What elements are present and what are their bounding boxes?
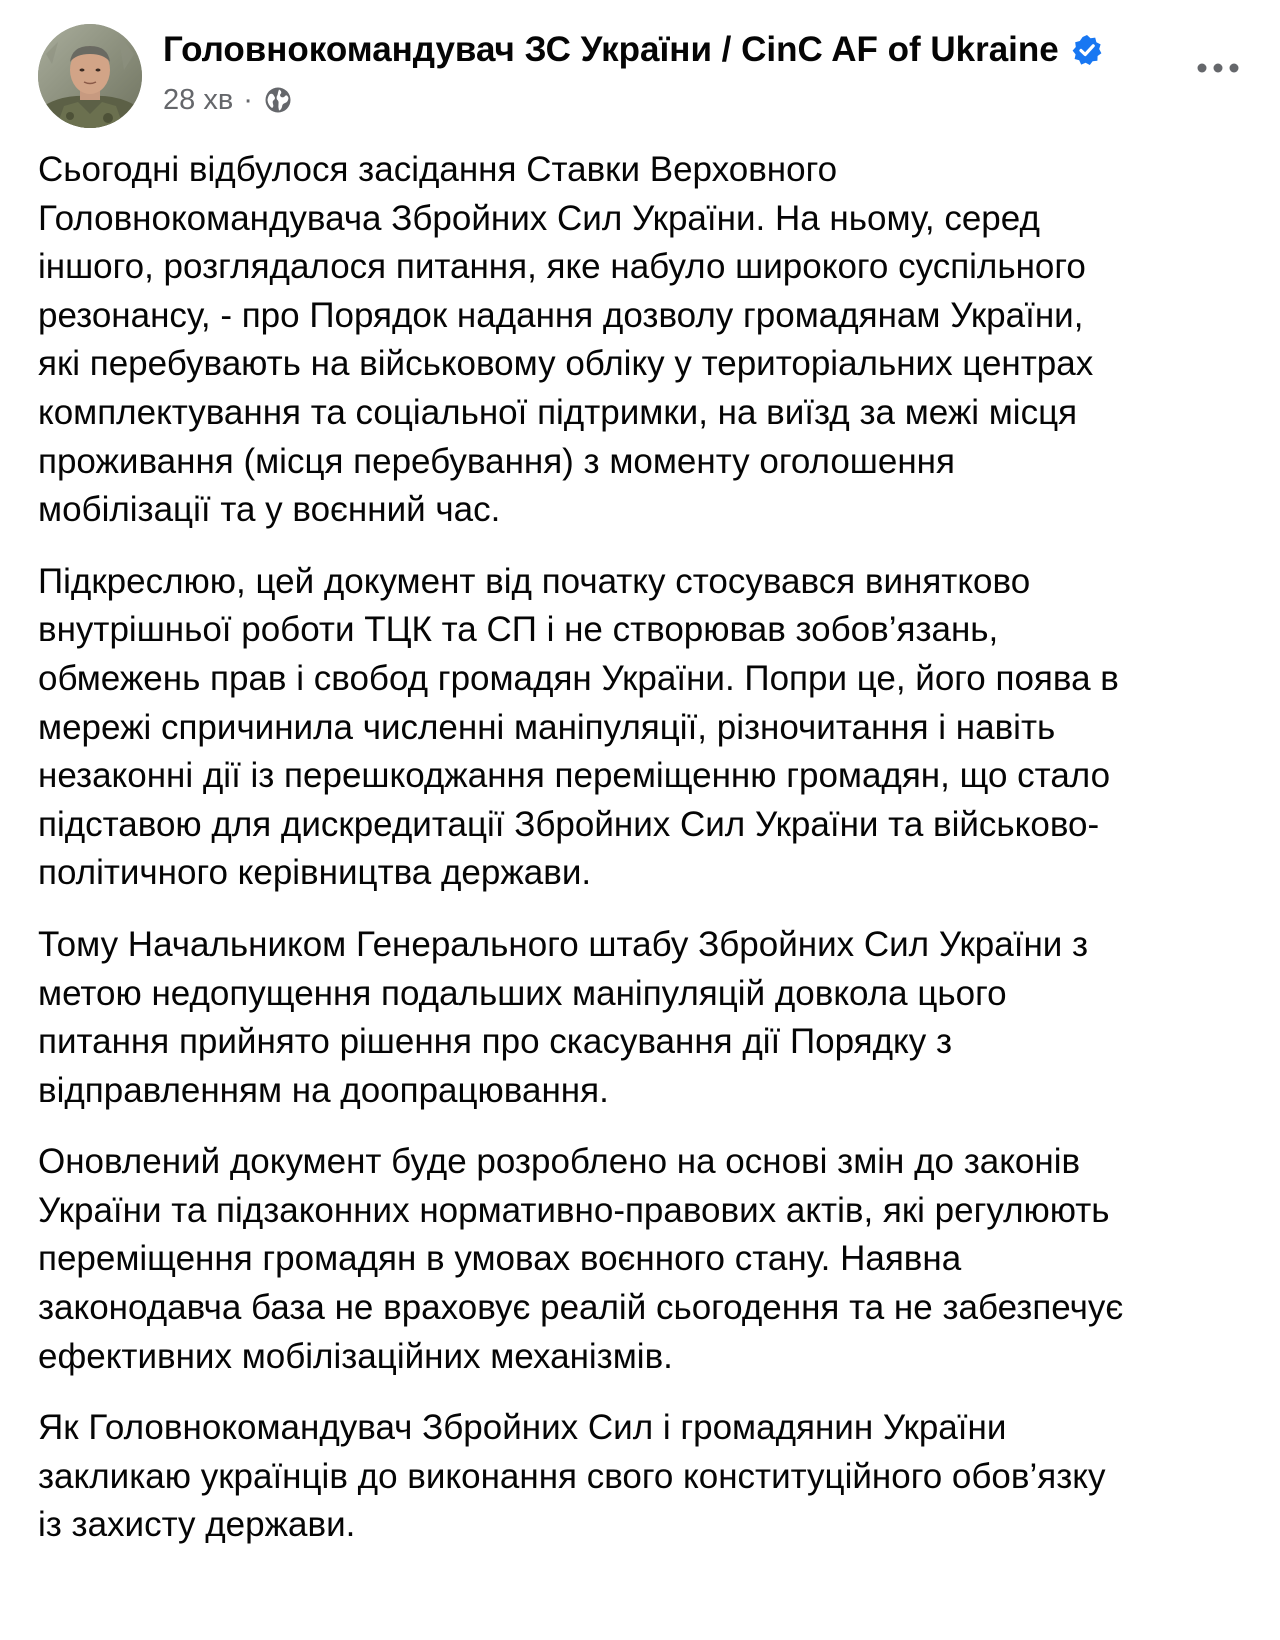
post-paragraph-4: Оновлений документ буде розроблено на основі змін до законів України та підзаконних нормативно-правових актів, які регулюють переміщення громадян в умовах воєнного стану. Наявна законодавча база не враховує реалій сьогодення та не забезпечує ефективних мобілізаційних механізмів. — [38, 1142, 1124, 1376]
more-options-button[interactable] — [1188, 48, 1248, 88]
post-header — [38, 20, 1248, 130]
meta-separator: · — [243, 84, 253, 116]
avatar-photo — [38, 24, 142, 128]
avatar[interactable] — [38, 24, 142, 128]
author-name-link[interactable]: Головнокомандувач ЗС України / CinC AF of Ukraine — [163, 30, 1059, 69]
globe-icon[interactable] — [263, 85, 293, 115]
post-paragraph-5: Як Головнокомандувач Збройних Сил і громадянин України закликаю українців до виконання свого конституційного обов’язку із захисту держави. — [38, 1408, 1106, 1545]
post-meta — [163, 82, 1103, 118]
post-paragraph-1: Сьогодні відбулося засідання Ставки Верховного Головнокомандувача Збройних Сил України. На ньому, серед іншого, розглядалося питання, яке набуло широкого суспільного резонансу, - про Порядок надання дозволу громадянам України, які перебувають на військовому обліку у територіальних центрах комплектування та соціальної підтримки, на виїзд за межі місця проживання (місця перебування) з моменту оголошення мобілізації та у воєнний час. — [38, 150, 1094, 530]
post-timestamp-link[interactable]: 28 хв — [163, 84, 234, 116]
more-horizontal-icon — [1196, 62, 1240, 74]
post-body — [38, 146, 1248, 1573]
author-row — [163, 28, 1103, 72]
author-block — [163, 28, 1103, 118]
verified-badge-icon — [1071, 34, 1103, 66]
post-paragraph-3: Тому Начальником Генерального штабу Збройних Сил України з метою недопущення подальших маніпуляцій довкола цього питання прийнято рішення про скасування дії Порядку з відправленням на доопрацювання. — [38, 924, 1089, 1110]
post-paragraph-2: Підкреслюю, цей документ від початку стосувався винятково внутрішньої роботи ТЦК та СП і не створював зобов’язань, обмежень прав і свобод громадян України. Попри це, його поява в мережі спричинила численні маніпуляції, різночитання і навіть незаконні дії із перешкоджання переміщенню громадян, що стало підставою для дискредитації Збройних Сил України та військово- політичного керівництва держави. — [38, 561, 1119, 893]
